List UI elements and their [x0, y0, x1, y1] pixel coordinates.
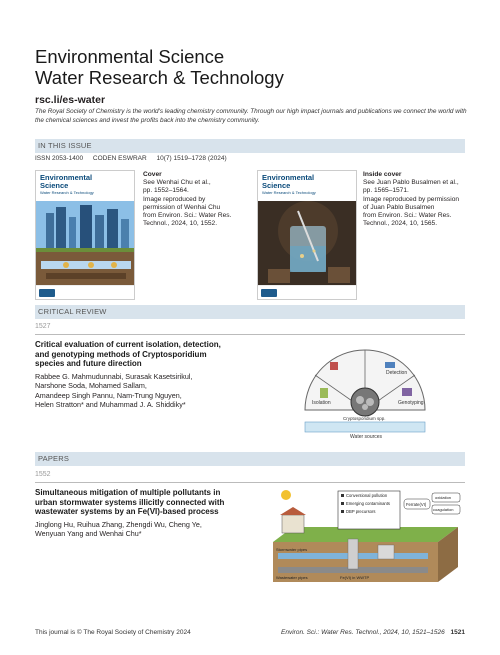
- inside-cover-subtitle: Water Research & Technology: [262, 190, 316, 195]
- review-title[interactable]: [35, 340, 265, 369]
- review-graphical-abstract: [290, 340, 440, 440]
- inside-cover-line2: pp. 1565–1571.: [363, 187, 409, 195]
- inside-cover-header: [258, 171, 356, 201]
- front-cover-line6: Technol., 2024, 10, 1552.: [143, 220, 218, 228]
- front-cover-title-2: Science: [40, 180, 69, 190]
- paper-divider: [35, 482, 465, 483]
- inside-cover-image[interactable]: [257, 170, 357, 300]
- front-cover-subtitle: Water Research & Technology: [40, 190, 94, 195]
- front-cover-image[interactable]: [35, 170, 135, 300]
- front-cover-line2: pp. 1552–1564.: [143, 187, 189, 195]
- issn-line: [35, 155, 235, 162]
- review-authors-line4: Helen Stratton* and Muhammad J. A. Shiddiky*: [35, 399, 186, 409]
- inside-cover-line4: of Juan Pablo Busalmen: [363, 203, 435, 211]
- label-isolation: Isolation: [312, 400, 331, 406]
- issn: ISSN 2053-1400: [35, 155, 84, 162]
- section-in-this-issue: IN THIS ISSUE: [35, 139, 465, 153]
- filter-icon: [320, 388, 328, 398]
- paper-title[interactable]: [35, 488, 265, 517]
- label-stormwater: Stormwater pipes: [276, 547, 308, 552]
- review-title-line1: Critical evaluation of current isolation, detection,: [35, 340, 221, 349]
- paper-title-line3: wastewater systems by an Fe(VI)-based process: [35, 507, 219, 516]
- device-icon: [385, 362, 395, 368]
- inside-cover-title-2: Science: [262, 180, 291, 190]
- front-cover-line3: Image reproduced by: [143, 195, 206, 203]
- section-papers: PAPERS: [35, 452, 465, 466]
- paper-title-line2: urban stormwater systems illicitly connected with: [35, 497, 225, 507]
- front-cover-caption: [143, 171, 253, 228]
- label-cryptosporidium: Cryptosporidium spp.: [343, 416, 386, 421]
- journal-title: [35, 46, 284, 88]
- label-wastewater: Wastewater pipes: [276, 575, 308, 580]
- review-authors-line3: Amandeep Singh Pannu, Nam-Trung Nguyen,: [35, 390, 182, 400]
- journal-url[interactable]: rsc.li/es-water: [35, 94, 106, 106]
- front-cover-line1: See Wenhai Chu et al.,: [143, 179, 211, 187]
- label-conventional: Conventional pollution: [346, 493, 388, 498]
- paper-authors-line2: Wenyuan Yang and Wenhai Chu*: [35, 529, 142, 539]
- label-fevi-wwtp: Fe(VI) in WWTP: [340, 575, 370, 580]
- label-ferrate: Ferrate(VI): [406, 502, 427, 507]
- footer-citation: [281, 629, 465, 636]
- label-emerging: Emerging contaminants: [346, 501, 390, 506]
- volume-info: 10(7) 1519–1728 (2024): [156, 155, 227, 162]
- journal-title-line2: Water Research & Technology: [35, 67, 284, 88]
- footer-citation-text: Environ. Sci.: Water Res. Technol., 2024, 10, 1521–1526: [281, 629, 445, 636]
- review-title-line3: species and future direction: [35, 359, 142, 368]
- footer-page-number: 1521: [450, 629, 465, 636]
- paper-page-number: 1552: [35, 471, 51, 478]
- front-cover-line4: permission of Wenhai Chu: [143, 203, 221, 211]
- inside-cover-line3: Image reproduced by permission: [363, 195, 460, 203]
- footer-copyright: This journal is © The Royal Society of Chemistry 2024: [35, 629, 191, 636]
- inside-cover-line5: from Environ. Sci.: Water Res.: [363, 212, 452, 220]
- label-dbp: DBP precursors: [346, 509, 376, 514]
- review-authors: [35, 372, 255, 409]
- label-coagulation: coagulation: [433, 507, 454, 512]
- review-authors-line1: Rabbee G. Mahmudunnabi, Surasak Kasetsirikul,: [35, 372, 193, 381]
- paper-graphical-abstract: [268, 487, 463, 587]
- rsc-logo-icon: [261, 289, 277, 297]
- sun-icon: [281, 490, 291, 500]
- label-water-sources: Water sources: [350, 434, 383, 440]
- paper-authors-line1: Jinglong Hu, Ruihua Zhang, Zhengdi Wu, Cheng Ye,: [35, 520, 202, 529]
- inside-cover-caption: [363, 171, 467, 228]
- dna-icon: [402, 388, 412, 396]
- label-oxidation: oxidation: [435, 495, 452, 500]
- review-title-line2: and genotyping methods of Cryptosporidium: [35, 349, 207, 359]
- front-cover-title-1: Environmental: [40, 173, 93, 182]
- paper-title-line1: Simultaneous mitigation of multiple pollutants in: [35, 488, 221, 497]
- inside-cover-title-1: Environmental: [262, 173, 315, 182]
- review-authors-line2: Narshone Soda, Mohamed Sallam,: [35, 381, 147, 391]
- inside-cover-line6: Technol., 2024, 10, 1565.: [363, 220, 438, 228]
- review-divider: [35, 334, 465, 335]
- inside-cover-label: Inside cover: [363, 171, 402, 178]
- front-cover-line5: from Environ. Sci.: Water Res.: [143, 212, 232, 220]
- journal-title-line1: Environmental Science: [35, 46, 225, 67]
- front-cover-header: [36, 171, 134, 201]
- review-page-number: 1527: [35, 323, 51, 330]
- journal-description: The Royal Society of Chemistry is the world's leading chemistry community. Through our high impact journals and publications we connect the world with the chemical sciences and invest the profits back into the chemistry community.: [35, 108, 467, 124]
- front-cover-label: Cover: [143, 171, 162, 178]
- label-genotyping: Genotyping: [398, 400, 424, 406]
- inside-cover-line1: See Juan Pablo Busalmen et al.,: [363, 179, 459, 187]
- coden: CODEN ESWRAR: [92, 155, 147, 162]
- label-detection: Detection: [386, 370, 408, 376]
- lab-tube-icon: [330, 362, 338, 370]
- building-icon: [282, 515, 304, 533]
- rsc-logo-icon: [39, 289, 55, 297]
- front-cover-footer: [36, 285, 134, 299]
- paper-authors: [35, 520, 255, 539]
- inside-cover-footer: [258, 285, 356, 299]
- section-critical-review: CRITICAL REVIEW: [35, 305, 465, 319]
